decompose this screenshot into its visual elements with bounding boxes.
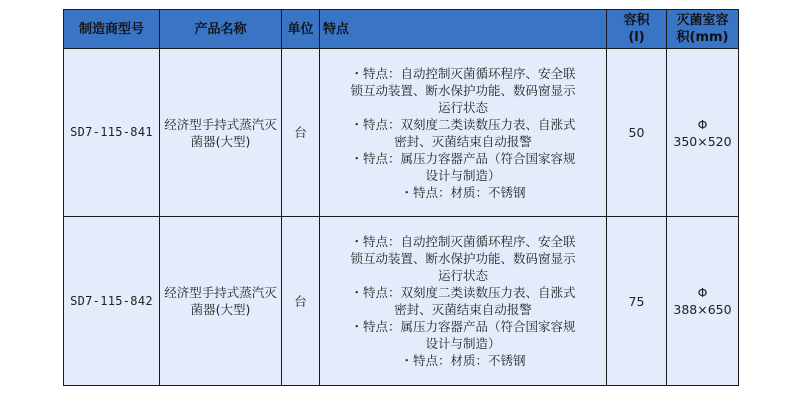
feature-line: 设计与制造）	[425, 167, 501, 183]
feature-line: ・特点：属压力容器产品（符合国家容规	[350, 150, 576, 166]
feature-line: ・特点：双刻度二类读数压力表、自涨式	[350, 116, 576, 132]
cell-unit: 台	[282, 49, 320, 217]
header-chamber-label: 灭菌室容	[676, 13, 729, 28]
header-chamber-unit: 积(mm)	[676, 30, 729, 45]
feature-line: ・特点：自动控制灭菌循环程序、安全联	[350, 234, 576, 249]
product-spec-table	[63, 9, 739, 386]
header-product-name: 产品名称	[160, 10, 282, 49]
feature-line: 密封、灭菌结束自动报警	[394, 133, 532, 149]
cell-product-name: 经济型手持式蒸汽灭菌器(大型)	[160, 217, 282, 386]
header-chamber-volume	[667, 10, 739, 49]
feature-line: 运行状态	[437, 268, 488, 283]
header-features: 特点	[320, 10, 607, 49]
feature-line: 设计与制造）	[425, 336, 501, 351]
table-row	[64, 49, 739, 217]
feature-line: 锁互动装置、断水保护功能、数码窗显示	[350, 82, 576, 98]
feature-line: 密封、灭菌结束自动报警	[394, 302, 532, 317]
feature-line: 运行状态	[437, 99, 488, 115]
cell-product-name: 经济型手持式蒸汽灭菌器(大型)	[160, 49, 282, 217]
diameter-symbol: Φ	[697, 285, 708, 300]
cell-unit: 台	[282, 217, 320, 386]
cell-model: SD7-115-842	[64, 217, 160, 386]
feature-line: 锁互动装置、断水保护功能、数码窗显示	[350, 251, 576, 266]
cell-capacity: 75	[607, 217, 667, 386]
header-unit: 单位	[282, 10, 320, 49]
feature-line: ・特点：属压力容器产品（符合国家容规	[350, 319, 576, 334]
feature-line: ・特点：材质：不锈钢	[400, 353, 526, 368]
feature-line: ・特点：双刻度二类读数压力表、自涨式	[350, 285, 576, 300]
header-capacity-unit: (l)	[628, 30, 645, 45]
chamber-size: 388×650	[673, 302, 732, 317]
chamber-size: 350×520	[673, 133, 732, 149]
header-capacity-label: 容积	[623, 13, 650, 28]
cell-chamber-volume	[667, 217, 739, 386]
cell-features	[320, 217, 607, 386]
cell-model: SD7-115-841	[64, 49, 160, 217]
feature-line: ・特点：材质：不锈钢	[400, 184, 526, 200]
cell-chamber-volume	[667, 49, 739, 217]
header-model: 制造商型号	[64, 10, 160, 49]
cell-features	[320, 49, 607, 217]
header-capacity	[607, 10, 667, 49]
diameter-symbol: Φ	[697, 116, 708, 132]
feature-line: ・特点：自动控制灭菌循环程序、安全联	[350, 65, 576, 81]
table-header-row	[64, 10, 739, 49]
table-row	[64, 217, 739, 386]
cell-capacity: 50	[607, 49, 667, 217]
